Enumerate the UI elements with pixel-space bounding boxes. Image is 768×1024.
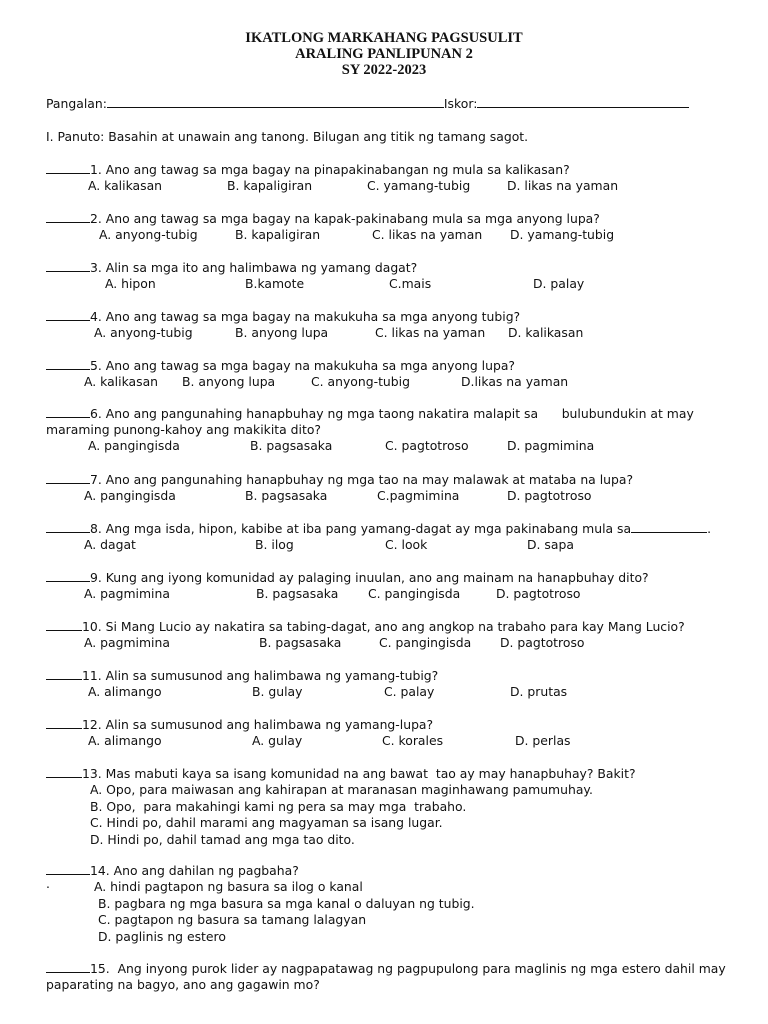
answer-blank[interactable] [46,862,90,875]
choice-a[interactable]: A. pangingisda [84,488,176,503]
choice-c[interactable]: C. look [385,537,428,552]
choice-a[interactable]: A. kalikasan [84,374,159,389]
choice-c[interactable]: C. pagtotroso [385,438,469,453]
question-6 [46,405,726,454]
name-field[interactable] [107,95,444,108]
choice-c[interactable]: C. pangingisda [368,586,461,601]
choice-c[interactable]: C. likas na yaman [375,325,486,340]
choice-a[interactable]: A. pangingisda [88,438,180,453]
question-stem: 7. Ano ang pangunahing hanapbuhay ng mga tao na may malawak at mataba na lupa? [90,472,634,487]
question-stem: 13. Mas mabuti kaya sa isang komunidad na ang bawat tao ay may hanapbuhay? Bakit? [82,766,636,781]
question-stem: 14. Ano ang dahilan ng pagbaha? [90,863,299,878]
choice-c[interactable]: C. pangingisda [379,635,472,650]
question-5 [46,357,726,390]
choice-d[interactable]: D. kalikasan [508,325,584,340]
question-stem: 3. Alin sa mga ito ang halimbawa ng yamang dagat? [90,260,418,275]
choice-d[interactable]: D. Hindi po, dahil tamad ang mga tao dito. [90,831,355,847]
choice-c[interactable]: C. anyong-tubig [311,374,410,389]
choice-b[interactable]: B. kapaligiran [227,178,313,193]
question-stem: 6. Ano ang pangunahing hanapbuhay ng mga taong nakatira malapit sa bulubundukin at may maraming punong-kahoy ang makikita dito? [46,406,698,437]
question-stem: 2. Ano ang tawag sa mga bagay na kapak-pakinabang mula sa mga anyong lupa? [90,211,600,226]
choice-b[interactable]: B. gulay [252,684,303,699]
choice-c[interactable]: C.mais [389,276,432,291]
question-stem: 11. Alin sa sumusunod ang halimbawa ng yamang-tubig? [82,668,439,683]
choice-d[interactable]: D. palay [533,276,585,291]
choice-d[interactable]: D. pagtotroso [507,488,592,503]
question-stem: 1. Ano ang tawag sa mga bagay na pinapakinabangan ng mula sa kalikasan? [90,162,570,177]
choice-c[interactable]: C.pagmimina [377,488,460,503]
answer-blank[interactable] [46,210,90,223]
answer-blank[interactable] [46,618,82,631]
choice-a[interactable]: A. hindi pagtapon ng basura sa ilog o kanal [94,879,363,894]
choice-c[interactable]: C. yamang-tubig [367,178,471,193]
question-14 [46,862,726,945]
choice-b[interactable]: B.kamote [245,276,305,291]
choice-a[interactable]: A. pagmimina [84,635,170,650]
student-info [46,95,706,111]
question-7 [46,471,726,504]
choice-a[interactable]: A. anyong-tubig [99,227,198,242]
question-2 [46,210,726,243]
answer-blank[interactable] [46,357,90,370]
question-stem: 8. Ang mga isda, hipon, kabibe at iba pang yamang-dagat ay mga pakinabang mula sa [90,521,632,536]
stem-period: . [707,521,712,536]
score-label: Iskor: [443,96,478,111]
choice-c[interactable]: C. korales [382,733,444,748]
choice-d[interactable]: D. yamang-tubig [510,227,615,242]
choice-b[interactable]: B. pagsasaka [245,488,328,503]
question-11 [46,667,726,700]
question-stem: 5. Ano ang tawag sa mga bagay na makukuha sa mga anyong lupa? [90,358,516,373]
school-year: SY 2022-2023 [341,62,427,78]
choice-a[interactable]: A. pagmimina [84,586,170,601]
choice-b[interactable]: B. pagsasaka [256,586,339,601]
choice-b[interactable]: B. kapaligiran [235,227,321,242]
name-label: Pangalan: [46,96,107,111]
question-15 [46,960,730,993]
answer-blank[interactable] [46,259,90,272]
answer-blank[interactable] [46,405,90,418]
choice-c[interactable]: C. pagtapon ng basura sa tamang lalagyan [98,912,367,927]
choice-d[interactable]: D. prutas [510,684,568,699]
question-stem: 15. Ang inyong purok lider ay nagpapatawag ng pagpupulong para maglinis ng mga estero dahil may paparating na bagyo, ano ang gagawin mo? [46,961,730,992]
question-8 [46,520,726,553]
question-10 [46,618,726,651]
question-stem: 10. Si Mang Lucio ay nakatira sa tabing-dagat, ano ang angkop na trabaho para kay Mang Lucio? [82,619,685,634]
question-13 [46,765,726,848]
question-12 [46,716,726,749]
stray-mark: . [46,876,50,891]
choice-d[interactable]: D. perlas [515,733,571,748]
answer-blank[interactable] [46,569,90,582]
exam-title: IKATLONG MARKAHANG PAGSUSULIT [245,30,523,46]
answer-blank[interactable] [46,716,82,729]
question-stem: 9. Kung ang iyong komunidad ay palaging inuulan, ano ang mainam na hanapbuhay dito? [90,570,649,585]
choice-d[interactable]: D. likas na yaman [507,178,619,193]
fill-in-blank[interactable] [631,520,707,533]
choice-b[interactable]: B. pagbara ng mga basura sa mga kanal o daluyan ng tubig. [98,895,475,911]
answer-blank[interactable] [46,471,90,484]
score-field[interactable] [477,95,689,108]
choice-b[interactable]: B. pagsasaka [250,438,333,453]
choice-a[interactable]: A. dagat [84,537,136,552]
choice-a[interactable]: A. hipon [105,276,156,291]
choice-a[interactable]: A. Opo, para maiwasan ang kahirapan at maranasan maginhawang pamumuhay. [90,782,593,797]
answer-blank[interactable] [46,520,90,533]
answer-blank[interactable] [46,667,82,680]
choice-d[interactable]: D. pagtotroso [500,635,585,650]
exam-header [0,30,768,78]
question-9 [46,569,726,602]
choice-b[interactable]: B. pagsasaka [259,635,342,650]
choice-a[interactable]: A. kalikasan [88,178,163,193]
choice-b[interactable]: B. anyong lupa [235,325,329,340]
choice-a[interactable]: A. alimango [88,733,162,748]
choice-d[interactable]: D. pagmimina [507,438,595,453]
choice-d[interactable]: D. paglinis ng estero [98,928,226,944]
choice-a[interactable]: A. anyong-tubig [94,325,193,340]
answer-blank[interactable] [46,960,90,973]
choice-d[interactable]: D. pagtotroso [496,586,581,601]
answer-blank[interactable] [46,308,90,321]
question-stem: 12. Alin sa sumusunod ang halimbawa ng yamang-lupa? [82,717,434,732]
choice-d[interactable]: D. sapa [527,537,574,552]
choice-c[interactable]: C. likas na yaman [372,227,483,242]
choice-c[interactable]: C. palay [384,684,435,699]
subject-title: ARALING PANLIPUNAN 2 [295,46,473,62]
choice-c[interactable]: C. Hindi po, dahil marami ang magyaman sa isang lugar. [90,815,443,830]
choice-b[interactable]: B. ilog [255,537,294,552]
question-3 [46,259,726,292]
choice-d[interactable]: D.likas na yaman [461,374,569,389]
question-4 [46,308,726,341]
choice-b[interactable]: B. Opo, para makahingi kami ng pera sa may mga trabaho. [90,798,467,814]
choice-a[interactable]: A. alimango [88,684,162,699]
answer-blank[interactable] [46,161,90,174]
question-1 [46,161,726,194]
answer-blank[interactable] [46,765,82,778]
question-stem: 4. Ano ang tawag sa mga bagay na makukuha sa mga anyong tubig? [90,309,521,324]
choice-b[interactable]: A. gulay [252,733,303,748]
instruction: I. Panuto: Basahin at unawain ang tanong. Bilugan ang titik ng tamang sagot. [46,129,529,144]
choice-b[interactable]: B. anyong lupa [182,374,276,389]
